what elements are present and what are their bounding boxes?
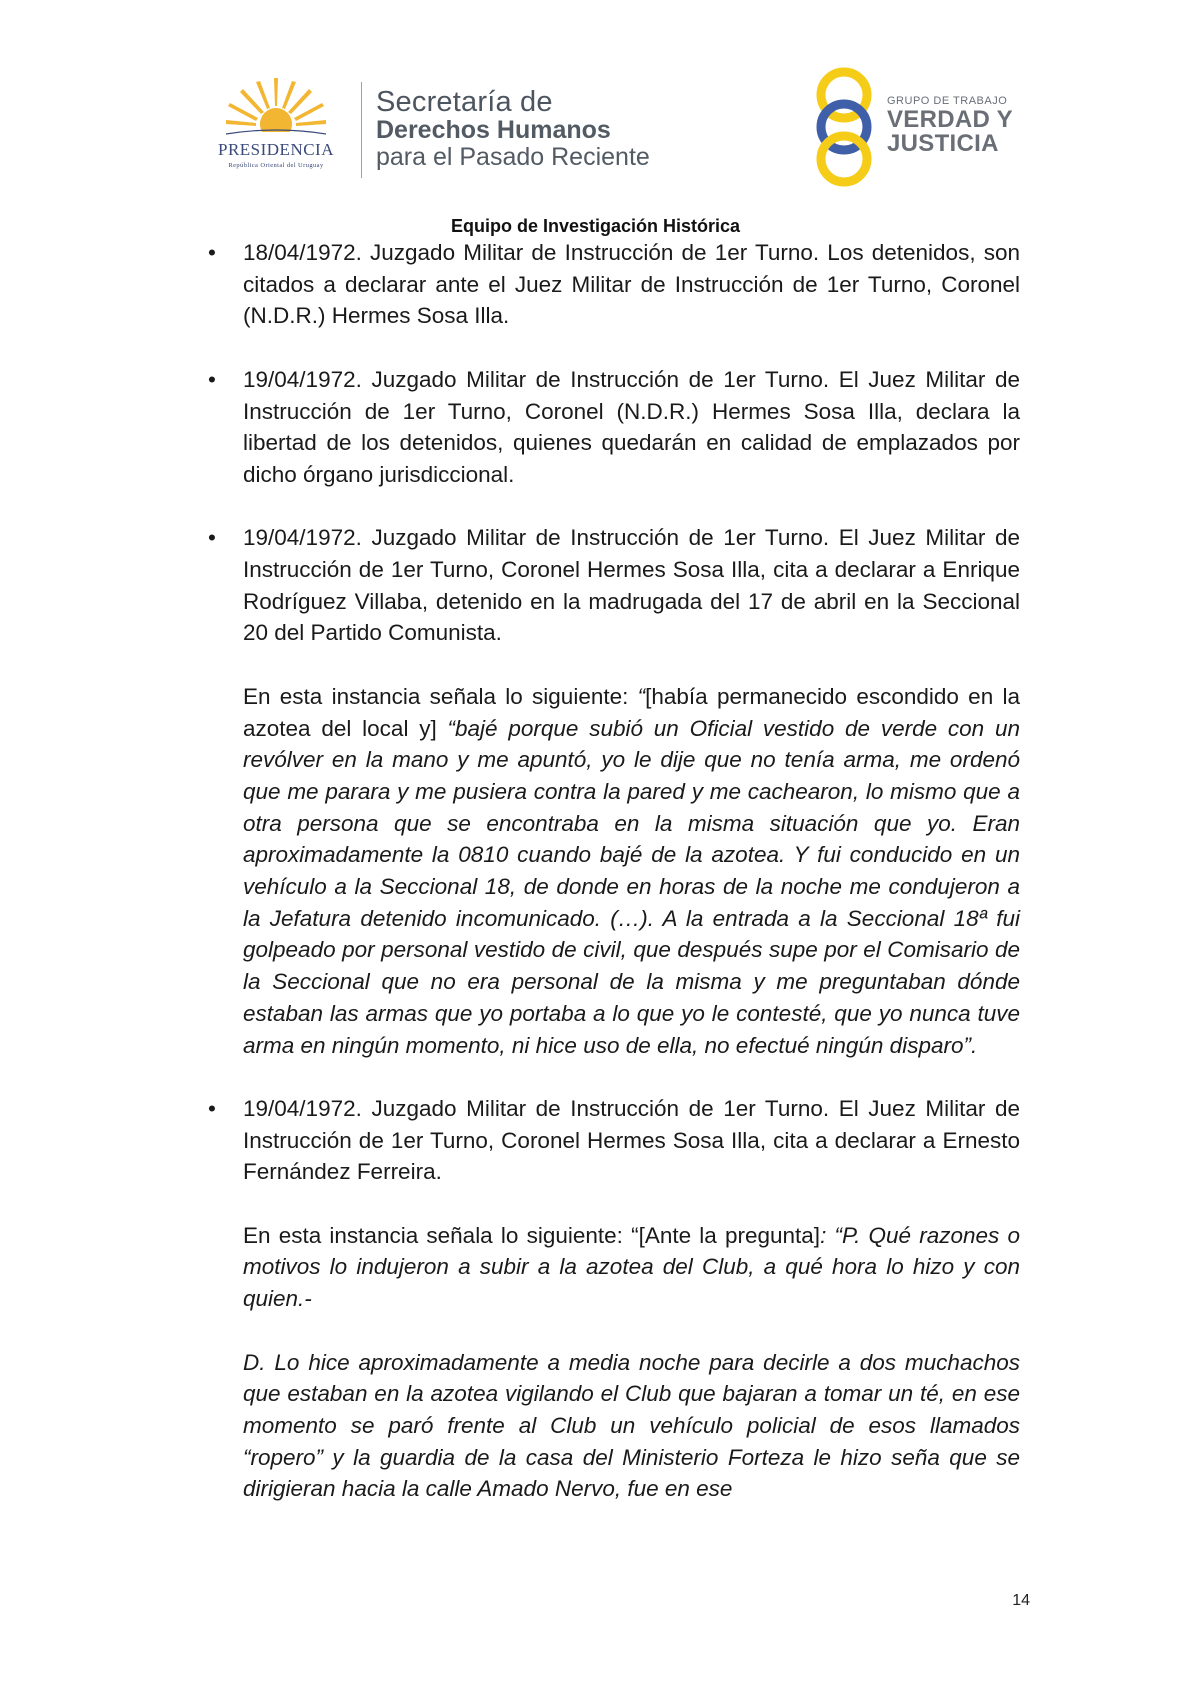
gtvj-line3: JUSTICIA xyxy=(887,130,999,157)
quote-open-mark: “ xyxy=(637,683,646,709)
quote-bracket: [había permanecido escondido en la azotea del local y] xyxy=(243,683,1020,741)
quote-intro: En esta instancia señala lo siguiente: xyxy=(243,683,638,709)
gtvj-line1: GRUPO DE TRABAJO xyxy=(887,95,1008,107)
entry-text: 19/04/1972. Juzgado Militar de Instrucción de 1er Turno. El Juez Militar de Instrucción de 1er Turno, Coronel Hermes Sosa Illa, cita a declarar a Ernesto Fernández Ferreira. xyxy=(243,1095,1020,1185)
quote-intro: En esta instancia señala lo siguiente: “[Ante la pregunta] xyxy=(243,1222,821,1248)
secretaria-line3: para el Pasado Reciente xyxy=(376,143,650,171)
chronology-entry xyxy=(208,364,1020,491)
document-body xyxy=(208,237,1020,1537)
presidencia-logo xyxy=(196,78,356,178)
page-number: 14 xyxy=(1012,1592,1030,1609)
quote-italic: “bajé porque subió un Oficial vestido de verde con un revólver en la mano y me apuntó, yo le dije que no tenía arma, me ordenó que me parara y me pusiera contra la pared y me cachearon, lo mismo que a otra persona que se encontraba en la misma situación que yo. Eran aproximadamente la 0810 cuando bajé de la azotea. Y fui conducido en un vehículo a la Seccional 18, de donde en horas de la noche me condujeron a la Jefatura detenido incomunicado. (…). A la entrada a la Seccional 18ª fui golpeado por personal vestido de civil, que después supe por el Comisario de la Seccional que no era personal de la misma y me preguntaban dónde estaban las armas que yo portaba a lo que yo le contesté, que yo nunca tuve arma en ningún momento, ni hice uso de ella, no efectué ningún disparo”. xyxy=(243,715,1020,1058)
bullet-marker: • xyxy=(208,525,216,551)
presidencia-subtitle: República Oriental del Uruguay xyxy=(228,162,324,169)
secretaria-line1: Secretaría de xyxy=(376,86,553,118)
chronology-entry xyxy=(208,522,1020,1061)
testimony-quote xyxy=(243,681,1020,1061)
bullet-marker: • xyxy=(208,1095,216,1121)
entry-text: 19/04/1972. Juzgado Militar de Instrucción de 1er Turno. El Juez Militar de Instrucción de 1er Turno, Coronel (N.D.R.) Hermes Sosa Illa, declara la libertad de los detenidos, quienes quedarán en calidad de emplazados por dicho órgano jurisdiccional. xyxy=(243,366,1020,487)
sun-emblem-icon xyxy=(226,78,326,140)
bullet-marker: • xyxy=(208,240,216,265)
entry-text: 19/04/1972. Juzgado Militar de Instrucción de 1er Turno. El Juez Militar de Instrucción de 1er Turno, Coronel Hermes Sosa Illa, cita a declarar a Enrique Rodríguez Villaba, detenido en la madrugada del 17 de abril en la Seccional 20 del Partido Comunista. xyxy=(243,525,1020,646)
document-header xyxy=(0,0,1191,210)
bullet-marker: • xyxy=(208,366,216,392)
presidencia-name: PRESIDENCIA xyxy=(217,140,334,159)
linked-rings-icon xyxy=(810,62,882,192)
testimony-answer: D. Lo hice aproximadamente a media noche para decirle a dos muchachos que estaban en la azotea vigilando el Club que bajaran a tomar un té, en ese momento se paró frente al Club un vehículo policial de esos llamados “ropero” y la guardia de la casa del Ministerio Forteza le hizo seña que se dirigieran hacia la calle Amado Nervo, fue en ese xyxy=(243,1349,1020,1502)
team-title: Equipo de Investigación Histórica xyxy=(450,216,741,236)
secretaria-line2: Derechos Humanos xyxy=(376,116,611,144)
secretaria-logo-text xyxy=(376,88,650,171)
gtvj-line2: VERDAD Y xyxy=(887,106,1013,133)
verdad-justicia-text xyxy=(887,94,1013,156)
quote-italic: : “P. Qué razones o motivos lo indujeron a subir a la azotea del Club, a qué hora lo hizo y con quien.- xyxy=(243,1222,1020,1312)
chronology-entry xyxy=(208,237,1020,332)
chronology-entry xyxy=(208,1093,1020,1505)
entry-text: 18/04/1972. Juzgado Militar de Instrucción de 1er Turno. Los detenidos, son citados a declarar ante el Juez Militar de Instrucción de 1er Turno, Coronel (N.D.R.) Hermes Sosa Illa. xyxy=(243,240,1020,329)
verdad-justicia-logo xyxy=(810,62,1020,192)
logo-divider xyxy=(361,82,362,178)
testimony-quote xyxy=(243,1220,1020,1315)
